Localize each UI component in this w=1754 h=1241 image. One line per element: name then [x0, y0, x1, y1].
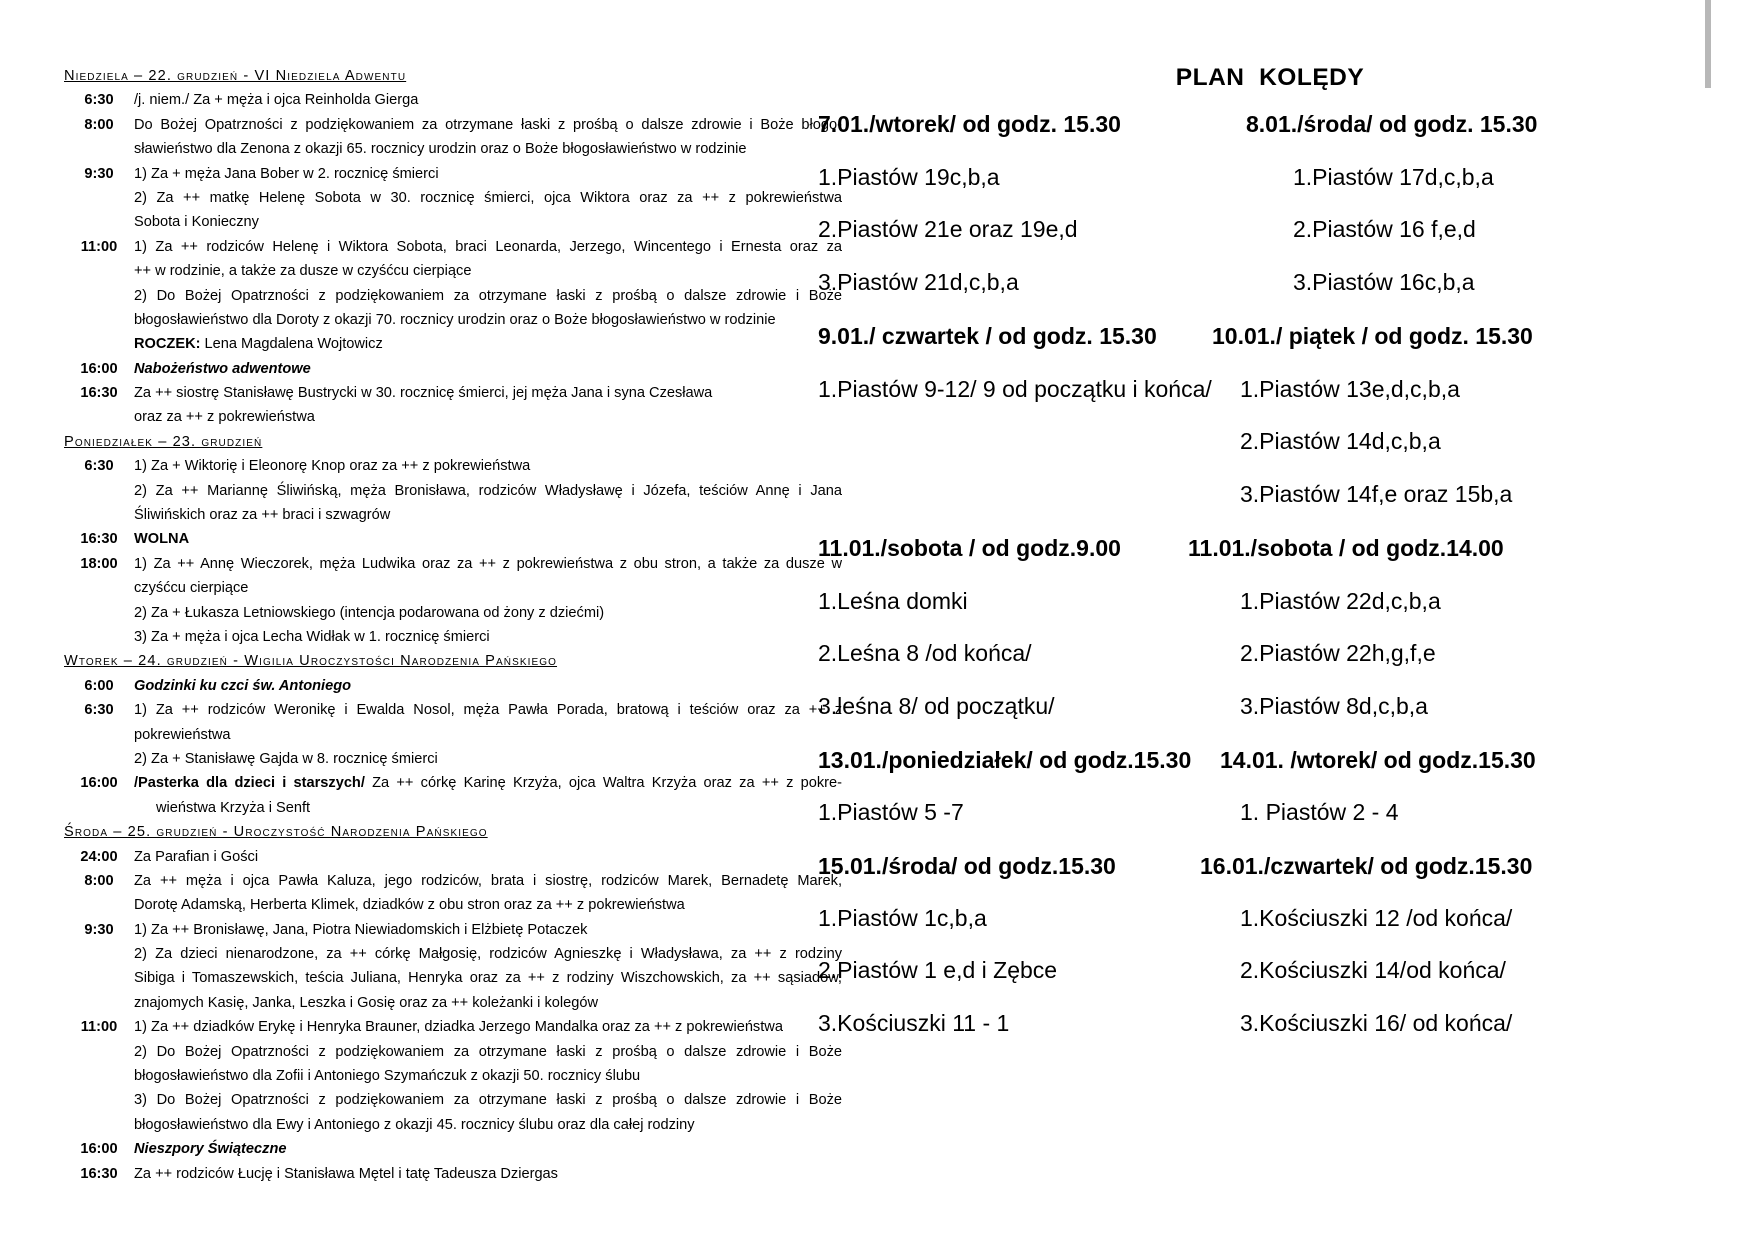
visit-date-right: 11.01./sobota / od godz.14.00	[1188, 535, 1504, 561]
visit-date-left: 11.01./sobota / od godz.9.00	[818, 535, 1121, 561]
mass-intention	[134, 88, 842, 112]
intention-line: błogosławieństwo dla Ewy i Antoniego z okazji 45. rocznicy ślubu oraz dla całej rodziny	[134, 1116, 695, 1133]
mass-intention	[134, 918, 842, 1016]
address-item: 3.Piastów 16c,b,a	[1293, 269, 1475, 295]
mass-time: 6:00	[84, 677, 114, 694]
mass-time: 18:00	[80, 555, 118, 572]
address-item: 3.Piastów 8d,c,b,a	[1240, 693, 1428, 719]
mass-row	[64, 552, 842, 650]
address-item: 1.Kościuszki 12 /od końca/	[1240, 905, 1513, 931]
intention-line: Za ++ rodziców Łucję i Stanisława Mętel i tatę Tadeusza Dziergas	[134, 1165, 558, 1182]
address-item: 3.Piastów 21d,c,b,a	[818, 269, 1019, 295]
mass-time: 9:30	[84, 921, 114, 938]
address-item: 1.Piastów 19c,b,a	[818, 164, 1000, 190]
carol-plan-column	[818, 0, 1700, 1241]
intention-line: WOLNA	[134, 531, 190, 548]
plan-title: PLAN KOLĘDY	[1175, 64, 1365, 91]
intention-line: znajomych Kasię, Janka, Leszka i Gosię oraz za ++ koleżanki i kolegów	[134, 994, 598, 1011]
mass-time: 11:00	[80, 1019, 118, 1036]
visit-date-left: 9.01./ czwartek / od godz. 15.30	[818, 323, 1157, 349]
intention-line: oraz za ++ z pokrewieństwa	[134, 409, 315, 426]
mass-time: 16:30	[80, 531, 118, 548]
address-item: 2.Kościuszki 14/od końca/	[1240, 957, 1506, 983]
mass-intention	[134, 674, 842, 698]
mass-time: 11:00	[80, 238, 118, 255]
intention-line: Nieszpory Świąteczne	[134, 1141, 287, 1158]
intention-line: 2) Do Bożej Opatrzności z podziękowaniem za otrzymane łaski z prośbą o dalsze zdrowie i Boże	[134, 287, 842, 304]
mass-time: 6:30	[84, 702, 114, 719]
mass-intention	[134, 552, 842, 650]
address-item: 3.Kościuszki 16/ od końca/	[1240, 1010, 1513, 1036]
intention-line: błogosławieństwo dla Zofii i Antoniego Szymańczuk z okazji 50. rocznicy ślubu	[134, 1068, 641, 1085]
day-header: Niedziela – 22. grudzień - VI Niedziela Adwentu	[64, 68, 407, 84]
mass-intention	[134, 1015, 842, 1137]
visit-date-left: 15.01./środa/ od godz.15.30	[818, 853, 1116, 879]
mass-row	[64, 698, 842, 771]
mass-row	[64, 454, 842, 527]
intention-text: Za ++ córkę Karinę Krzyża, ojca Waltra Krzyża oraz za ++ z pokre-	[364, 775, 842, 792]
visit-date-right: 14.01. /wtorek/ od godz.15.30	[1220, 747, 1536, 773]
intention-line: 2) Za + Łukasza Letniowskiego (intencja podarowana od żony z dziećmi)	[134, 604, 605, 621]
mass-time: 6:30	[84, 458, 114, 475]
mass-row	[64, 845, 842, 869]
intention-line: Za ++ męża i ojca Pawła Kaluza, jego rodziców, brata i siostrę, rodziców Marek, Bernadetę Marek,	[134, 872, 842, 889]
intention-line: /j. niem./ Za + męża i ojca Reinholda Gierga	[134, 92, 419, 109]
address-item: 1.Piastów 5 -7	[818, 799, 964, 825]
mass-intentions-column	[64, 64, 842, 1186]
mass-row	[64, 674, 842, 698]
address-item: 3.leśna 8/ od początku/	[818, 693, 1055, 719]
mass-time: 16:30	[80, 385, 118, 402]
intention-line: 3) Za + męża i ojca Lecha Widłak w 1. rocznicę śmierci	[134, 628, 490, 645]
intention-line: Dorotę Adamską, Herberta Klimek, dziadków z obu stron oraz za ++ z pokrewieństwa	[134, 897, 685, 914]
intention-line: wieństwa Krzyża i Senft	[156, 799, 311, 816]
mass-intention	[134, 235, 842, 357]
address-item: 1.Piastów 9-12/ 9 od początku i końca/	[818, 376, 1212, 402]
day-header: Wtorek – 24. grudzień - Wigilia Uroczystości Narodzenia Pańskiego	[64, 653, 558, 670]
mass-intention	[134, 113, 842, 162]
intention-line: 1) Za ++ rodziców Helenę i Wiktora Sobota, braci Leonarda, Jerzego, Wincentego i Ernesta oraz za	[134, 238, 842, 255]
address-item: 1.Piastów 17d,c,b,a	[1293, 164, 1494, 190]
intention-line: Nabożeństwo adwentowe	[134, 360, 311, 377]
mass-intention	[134, 771, 842, 820]
address-item: 1.Piastów 1c,b,a	[818, 905, 987, 931]
intention-line: błogosławieństwo dla Doroty z okazji 70. rocznicy urodzin oraz o Boże błogosławieństwo w rodzinie	[134, 311, 776, 328]
visit-date-right: 10.01./ piątek / od godz. 15.30	[1212, 323, 1533, 349]
mass-row	[64, 1137, 842, 1161]
day-header: Środa – 25. grudzień - Uroczystość Narodzenia Pańskiego	[64, 824, 488, 841]
visit-date-left: 7.01./wtorek/ od godz. 15.30	[818, 111, 1121, 137]
address-item: 2.Piastów 1 e,d i Zębce	[818, 957, 1058, 983]
address-item: 1.Piastów 13e,d,c,b,a	[1240, 376, 1460, 402]
intention-line: 1) Za ++ dziadków Erykę i Henryka Brauner, dziadka Jerzego Mandalka oraz za ++ z pokrewieństwa	[134, 1019, 783, 1036]
visit-date-left: 13.01./poniedziałek/ od godz.15.30	[818, 747, 1192, 773]
address-item: 2.Piastów 16 f,e,d	[1293, 216, 1476, 242]
mass-time: 8:00	[84, 116, 114, 133]
mass-row	[64, 527, 842, 551]
intention-line: Sobota i Konieczny	[134, 214, 259, 231]
intention-line: 1) Za + męża Jana Bober w 2. rocznicę śmierci	[134, 165, 439, 182]
mass-time: 16:00	[80, 775, 118, 792]
mass-time: 6:30	[84, 92, 114, 109]
address-item: 3.Piastów 14f,e oraz 15b,a	[1240, 481, 1513, 507]
mass-row	[64, 357, 842, 381]
mass-time: 9:30	[84, 165, 114, 182]
intention-line: 2) Za ++ matkę Helenę Sobota w 30. rocznicę śmierci, ojca Wiktora oraz za ++ z pokrewieństwa	[134, 189, 842, 206]
mass-row	[64, 113, 842, 162]
day-header-row	[64, 820, 842, 844]
intention-line: Śliwińskich oraz za ++ braci i szwagrów	[134, 507, 391, 524]
mass-time: 16:30	[80, 1165, 118, 1182]
intention-line: 1) Za + Wiktorię i Eleonorę Knop oraz za ++ z pokrewieństwa	[134, 458, 531, 475]
mass-intention	[134, 381, 842, 430]
mass-row	[64, 381, 842, 430]
intention-line: czyśćcu cierpiące	[134, 580, 249, 597]
mass-intention	[134, 869, 842, 918]
mass-time: 16:00	[80, 1141, 118, 1158]
address-item: 2.Piastów 21e oraz 19e,d	[818, 216, 1078, 242]
mass-intention	[134, 527, 842, 551]
day-header-row	[64, 430, 842, 454]
intention-line: 1) Za ++ Annę Wieczorek, męża Ludwika oraz za ++ z pokrewieństwa z obu stron, a także za dusze w	[134, 555, 842, 572]
mass-row	[64, 162, 842, 235]
intention-line: Za ++ siostrę Stanisławę Bustrycki w 30. rocznicę śmierci, jej męża Jana i syna Czesława	[134, 385, 713, 402]
intention-line: pokrewieństwa	[134, 726, 231, 743]
intention-line: Sibiga i Tomaszewskich, teścia Juliana, Henryka oraz za ++ z rodziny Wiszchowskich, za ++ sąsiadów,	[134, 970, 842, 987]
day-header: Poniedziałek – 23. grudzień	[64, 433, 263, 450]
mass-intention	[134, 357, 842, 381]
intention-line	[134, 332, 842, 356]
intention-text: Lena Magdalena Wojtowicz	[200, 336, 383, 353]
intention-line: 2) Do Bożej Opatrzności z podziękowaniem za otrzymane łaski z prośbą o dalsze zdrowie i Boże	[134, 1043, 842, 1060]
intention-line: sławieństwo dla Zenona z okazji 65. rocznicy urodzin oraz o Boże błogosławieństwo w rodzinie	[134, 141, 747, 158]
mass-time: 24:00	[80, 848, 118, 865]
intention-line: Godzinki ku czci św. Antoniego	[134, 677, 352, 694]
mass-intention	[134, 845, 842, 869]
intention-line: 2) Za dzieci nienarodzone, za ++ córkę Małgosię, rodziców Agnieszkę i Władysława, za ++ z rodziny	[134, 946, 842, 963]
intention-line: Do Bożej Opatrzności z podziękowaniem za otrzymane łaski z prośbą o dalsze zdrowie i Boże błogo-	[134, 116, 842, 133]
intention-label: ROCZEK:	[134, 336, 201, 353]
mass-row	[64, 869, 842, 918]
visit-date-right: 8.01./środa/ od godz. 15.30	[1246, 111, 1538, 137]
intention-label: /Pasterka dla dzieci i starszych/	[134, 775, 365, 792]
intention-line	[134, 771, 842, 795]
day-header-row	[64, 649, 842, 673]
intention-line: 1) Za ++ Bronisławę, Jana, Piotra Niewiadomskich i Elżbietę Potaczek	[134, 921, 588, 938]
mass-intention	[134, 454, 842, 527]
day-header-row	[64, 64, 842, 88]
intention-line: 2) Za ++ Mariannę Śliwińską, męża Bronisława, rodziców Władysławę i Józefa, teściów Annę i Jana	[134, 482, 842, 499]
mass-time: 16:00	[80, 360, 118, 377]
mass-row	[64, 1015, 842, 1137]
mass-intention	[134, 1162, 842, 1186]
visit-date-right: 16.01./czwartek/ od godz.15.30	[1200, 853, 1533, 879]
intention-line: 3) Do Bożej Opatrzności z podziękowaniem za otrzymane łaski z prośbą o dalsze zdrowie i Boże	[134, 1092, 842, 1109]
intention-line: 2) Za + Stanisławę Gajda w 8. rocznicę śmierci	[134, 750, 438, 767]
mass-time: 8:00	[84, 872, 114, 889]
mass-row	[64, 918, 842, 1016]
address-item: 2.Piastów 22h,g,f,e	[1240, 640, 1436, 666]
address-item: 2.Leśna 8 /od końca/	[818, 640, 1032, 666]
intention-line: 1) Za ++ rodziców Weronikę i Ewalda Nosol, męża Pawła Porada, bratową i teściów oraz za ++ z	[134, 702, 842, 719]
intention-line: ++ w rodzinie, a także za dusze w czyśćcu cierpiące	[134, 263, 472, 280]
mass-intention	[134, 1137, 842, 1161]
address-item: 2.Piastów 14d,c,b,a	[1240, 428, 1441, 454]
scrollbar-thumb[interactable]	[1705, 0, 1711, 88]
mass-row	[64, 771, 842, 820]
mass-intention	[134, 162, 842, 235]
intention-line: Za Parafian i Gości	[134, 848, 259, 865]
address-item: 1.Piastów 22d,c,b,a	[1240, 588, 1441, 614]
mass-row	[64, 235, 842, 357]
mass-row	[64, 1162, 842, 1186]
address-item: 1.Leśna domki	[818, 588, 968, 614]
address-item: 3.Kościuszki 11 - 1	[818, 1010, 1010, 1036]
address-item: 1. Piastów 2 - 4	[1240, 799, 1399, 825]
mass-row	[64, 88, 842, 112]
mass-intention	[134, 698, 842, 771]
